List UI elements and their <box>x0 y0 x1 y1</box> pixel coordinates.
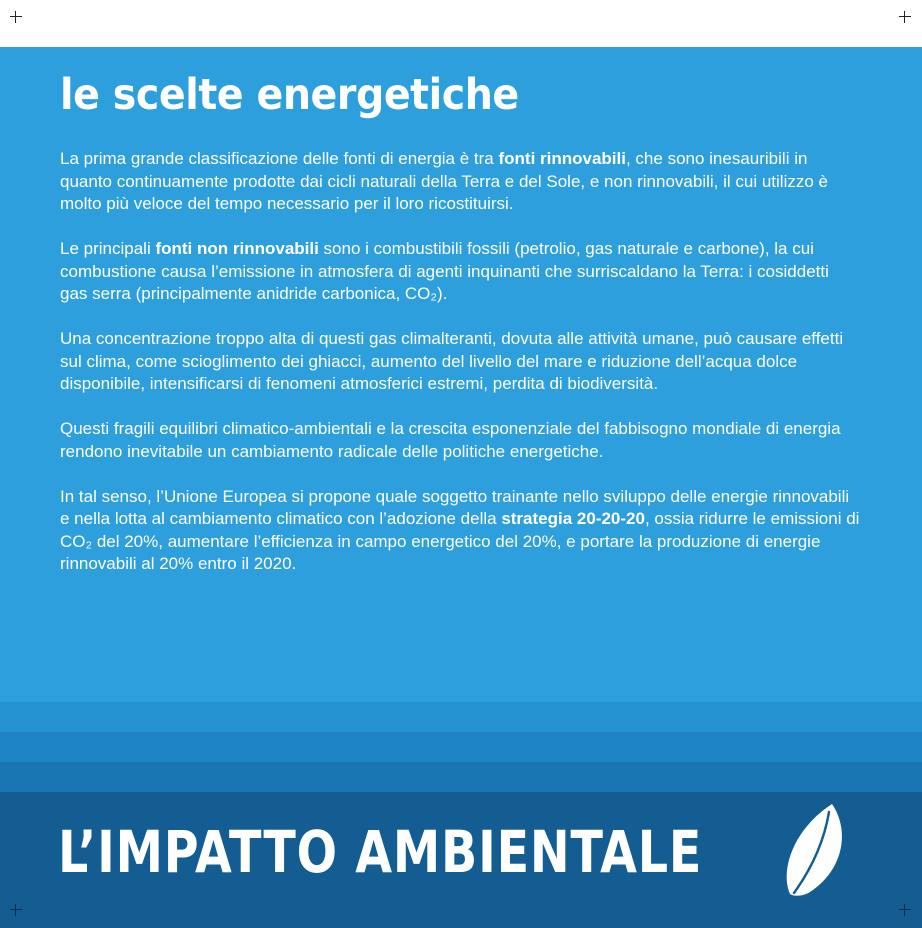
stripe-band <box>0 762 922 792</box>
paragraph <box>60 148 860 216</box>
crop-mark-icon <box>899 11 911 23</box>
crop-mark-icon <box>10 11 22 23</box>
bold-text: strategia 20-20-20 <box>501 509 645 528</box>
text-run: La prima grande classificazione delle fonti di energia è tra <box>60 149 499 168</box>
footer-title: L’IMPATTO AMBIENTALE <box>58 818 703 886</box>
crop-mark-icon <box>899 904 911 916</box>
crop-mark-icon <box>10 904 22 916</box>
paragraph <box>60 486 860 576</box>
paragraph <box>60 328 860 396</box>
text-run: Questi fragili equilibri climatico-ambientali e la crescita esponenziale del fabbisogno mondiale di energia rendono inevitabile un cambiamento radicale delle politiche energetiche. <box>60 419 841 461</box>
text-run: In tal senso, l’Unione Europea si propone quale soggetto trainante nello sviluppo delle energie rinnovabili e nella lotta al cambiamento climatico con l’adozione della <box>60 486 850 528</box>
stripe-band <box>0 702 922 732</box>
text-run: sono i combustibili fossili (petrolio, gas naturale e carbone), la cui combustione causa l’emissione in atmosfera di agenti inquinanti che surriscaldano la Terra: i cosiddetti gas serra (principalmente anidride carbonica, CO₂). <box>60 239 829 303</box>
stripe-band <box>0 732 922 762</box>
text-run: , ossia ridurre le emissioni di CO₂ del 20%, aumentare l’efficienza in campo energetico del 20%, e portare la produzione di energie rinnovabili al 20% entro il 2020. <box>60 509 860 573</box>
leaf-icon <box>780 800 850 900</box>
text-run: Una concentrazione troppo alta di questi gas climalteranti, dovuta alle attività umane, può causare effetti sul clima, come scioglimento dei ghiacci, aumento del livello del mare e riduzione dell’acqua dolce disponibile, intensificarsi di fenomeni atmosferici estremi, perdita di biodiversità. <box>60 329 844 393</box>
bold-text: fonti non rinnovabili <box>155 239 319 258</box>
paragraph <box>60 238 860 306</box>
top-margin <box>0 0 922 47</box>
text-run: , che sono inesauribili in quanto continuamente prodotte dai cicli naturali della Terra e del Sole, e non rinnovabili, il cui utilizzo è molto più veloce del tempo necessario per il loro ricostituirsi. <box>60 149 828 213</box>
page-title: le scelte energetiche <box>60 70 519 120</box>
body-text <box>60 148 860 598</box>
text-run: Le principali <box>60 239 156 258</box>
bold-text: fonti rinnovabili <box>498 149 626 168</box>
paragraph <box>60 418 860 463</box>
